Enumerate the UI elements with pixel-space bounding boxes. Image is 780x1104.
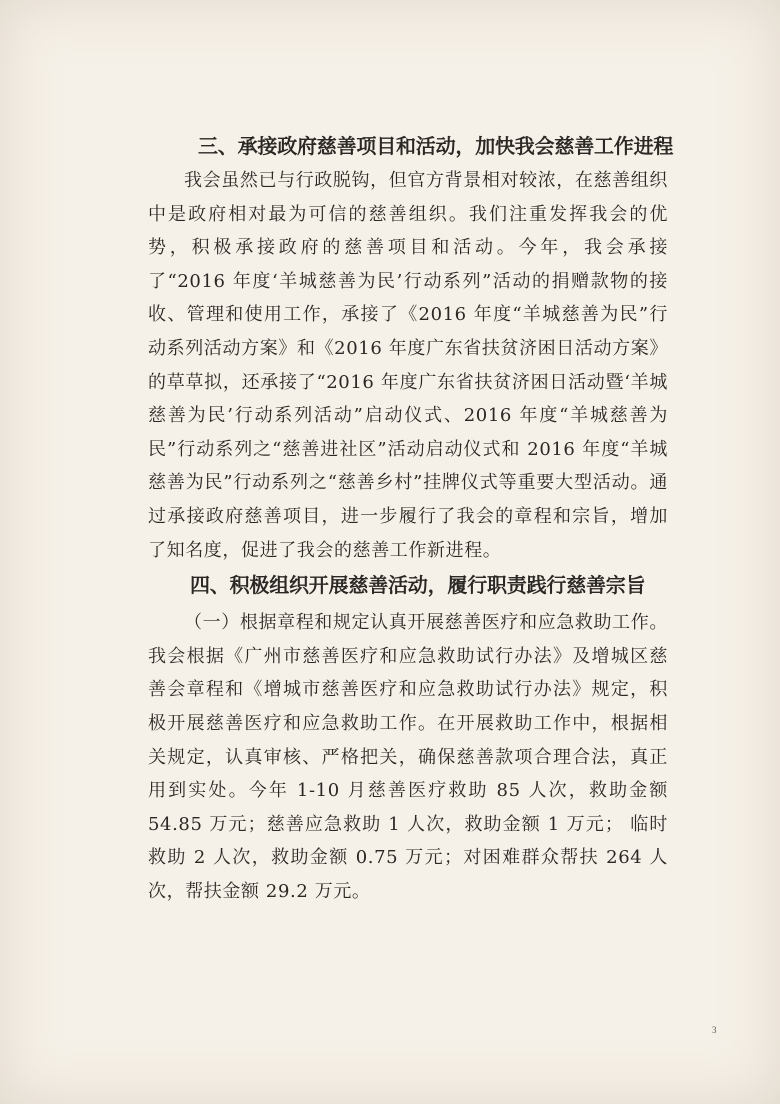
section-3-paragraph: 我会虽然已与行政脱钩，但官方背景相对较浓，在慈善组织中是政府相对最为可信的慈善组织。我们注重发挥我会的优势，积极承接政府的慈善项目和活动。今年，我会承接了“2016 年度‘羊城慈善为民’行动系列”活动的捐赠款物的接收、管理和使用工作，承接了《2016 年度“羊城慈善为民”行动系列活动方案》和《2016 年度广东省扶贫济困日活动方案》的草草拟，还承接了“2016 年度广东省扶贫济困日活动暨‘羊城慈善为民’行动系列活动”启动仪式、2016 年度“羊城慈善为民”行动系列之“慈善进社区”活动启动仪式和 2016 年度“羊城慈善为民”行动系列之“慈善乡村”挂牌仪式等重要大型活动。通过承接政府慈善项目，进一步履行了我会的章程和宗旨，增加了知名度，促进了我会的慈善工作新进程。: [148, 170, 668, 561]
section-3-heading: 三、承接政府慈善项目和活动，加快我会慈善工作进程: [198, 134, 674, 158]
section-4-heading: 四、积极组织开展慈善活动，履行职责践行慈善宗旨: [190, 573, 646, 598]
page-number: 3: [712, 1025, 717, 1035]
document-body: [148, 128, 674, 908]
section-4-paragraph: （一）根据章程和规定认真开展慈善医疗和应急救助工作。我会根据《广州市慈善医疗和应急救助试行办法》及增城区慈善会章程和《增城市慈善医疗和应急救助试行办法》规定，积极开展慈善医疗和应急救助工作。在开展救助工作中，根据相关规定，认真审核、严格把关，确保慈善款项合理合法，真正用到实处。今年 1-10 月慈善医疗救助 85 人次，救助金额 54.85 万元；慈善应急救助 1 人次，救助金额 1 万元； 临时救助 2 人次，救助金额 0.75 万元；对困难群众帮扶 264 人次，帮扶金额 29.2 万元。: [148, 612, 668, 902]
